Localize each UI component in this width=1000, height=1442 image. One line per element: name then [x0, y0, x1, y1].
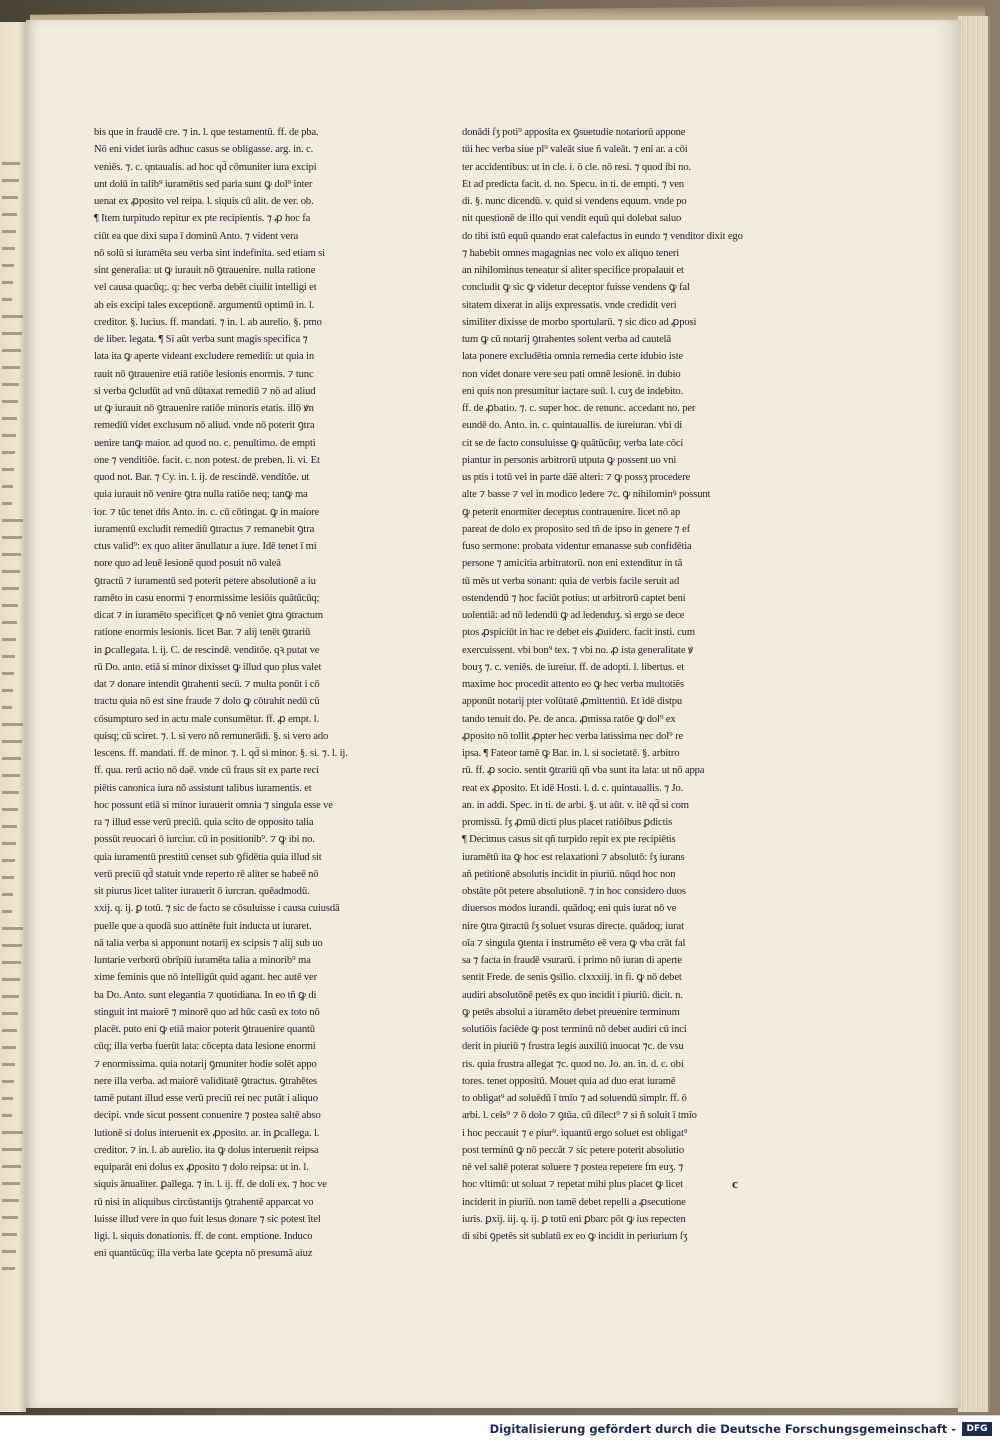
text-line: si verba ꝯcludūt ad vnū dūtaxat remediū ⁊ nō ad aliud [94, 385, 316, 397]
text-line: lutionē si dolus interuenit ex ꝓposito. ar. in ꝑcallega. l. [94, 1127, 320, 1139]
text-line: eundē do. Anto. in. c. quintauallis. de iureiuran. vbi di [462, 420, 683, 432]
text-line: nō solū si iuramēta seu verba sint indefinita. sed etiam si [94, 247, 325, 259]
text-line: an. in addi. Spec. in ti. de arbi. §. ut aūt. v. itē qd̄ si com [462, 799, 689, 811]
text-line: ter accidentibus: ut in cle. i. ō cle. nō resi. ⁊ quod ibi no. [462, 161, 691, 173]
facing-page-line [2, 451, 15, 454]
facing-page-line [2, 485, 13, 488]
text-line: placēt. puto eni ꝙ etiā maior poterit ꝯtrauenire quantū [94, 1024, 315, 1035]
text-line: ꝙ petēs absolui a iuramēto debet preuenire terminum [462, 1006, 680, 1018]
text-line: solutiōis faciēde ꝙ post terminū nō debet audiri cū inci [462, 1024, 687, 1035]
facing-page-line [2, 349, 21, 352]
text-line: nire ꝯtra ꝯtractū ſʒ soluet vsuras directe. quādoq; iurat [462, 920, 684, 932]
facing-page-line [2, 774, 20, 777]
text-line: ipsa. ¶ Fateor tamē ꝙ Bar. in. l. si societatē. §. arbitro [462, 748, 680, 759]
text-line: ab eis excipi tales exceptionē. argumentū optimū in. l. [94, 299, 315, 311]
facing-page-line [2, 1148, 22, 1151]
text-line: sa ⁊ facta in fraudē vsurarū. i primo nō iuran di aperte [462, 955, 682, 966]
text-line: cūq; illa verba fuerūt lata: cōcepta data lesione enormi [94, 1041, 316, 1053]
text-line: tum ꝙ cū notarij ꝯtrahentes solent verba ad cautelā [462, 334, 671, 345]
text-line: sentit Frede. de senis ꝯsilio. clxxxiij. in fi. ꝙ nō debet [462, 972, 682, 984]
facing-page-line [2, 1267, 15, 1270]
text-line: i hoc peccauit ⁊ e piur⁹. iquantū ergo soluet est obligat⁹ [462, 1127, 688, 1139]
facing-page-line [2, 332, 22, 335]
facing-page-line [2, 570, 20, 573]
facing-page-line [2, 655, 15, 658]
facing-page-line [2, 179, 19, 182]
text-line: ptos ꝓspiciūt in hac re debet eis ꝓuiderc. facit insti. cum [462, 627, 695, 639]
text-line: eni quantūcūq; illa verba late ꝯcepta nō presumā aiuz [94, 1248, 313, 1260]
text-line: sint generalia: ut ꝙ iurauit nō ꝯtrauenire. nulla ratione [94, 265, 316, 276]
text-line: cōsumpturo sed in actu male consumētur. ff. ꝓ empt. l. [94, 713, 319, 725]
text-line: quia iurauit nō venire ꝯtra nulla ratiōe neq; tanꝙ ma [94, 489, 308, 501]
facing-page-line [2, 264, 14, 267]
facing-page-line [2, 162, 20, 165]
text-line: bis que in fraudē cre. ⁊ in. l. que testamentū. ff. de pba. [94, 127, 319, 138]
text-line: di sibi ꝯpetēs sit sublatū ex eo ꝙ incidit in periurium ſʒ [462, 1231, 688, 1242]
text-line: tamē putant illud esse verū preciū rei nec putāt i aliquo [94, 1093, 318, 1104]
facing-page-line [2, 1131, 23, 1134]
text-line: one ⁊ venditiōe. facit. c. non potest. de preben. li. vi. Et [94, 454, 320, 466]
text-line: obstāte pōt petere absolutionē. ⁊ in hoc considero duos [462, 886, 686, 897]
text-line: nore quo ad leuē lesionē quod posuit nō valeā [94, 558, 281, 570]
facing-page-line [2, 1165, 21, 1168]
facing-page-line [2, 315, 23, 318]
text-line: Et ad predicta facit. d. no. Specu. in ti. de empti. ⁊ ven [462, 178, 684, 190]
text-line: siquis ānualiter. ꝑallega. ⁊ in. l. ij. ff. de doli ex. ⁊ hoc ve [94, 1179, 327, 1191]
text-line: uenat ex ꝓposito vel reipa. l. siquis cū alit. de ver. ob. [94, 196, 314, 207]
text-line: rauit nō ꝯtrauenire etiā ratiōe lesionis enormis. ⁊ tunc [94, 368, 314, 380]
text-line: hoc vltimū: ut soluat ⁊ repetat mihi plus placet ꝙ licet [462, 1179, 683, 1191]
text-line: quod not. Bar. ⁊ Cy. in. l. ij. de rescindē. venditōe. ut [94, 472, 310, 483]
facing-page-line [2, 757, 21, 760]
text-line: nere illa verba. ad maiorē validitatē ꝯtractus. ꝯtrahētes [94, 1075, 318, 1087]
text-line: stinguit int maiorē ⁊ minorē quo ad hūc casū ex toto nō [94, 1006, 320, 1018]
facing-page-line [2, 400, 18, 403]
facing-page-line [2, 502, 12, 505]
text-line: lescens. ff. mandati. ff. de minor. ⁊. l. qd̄ si minor. §. si. ⁊. l. ij. [94, 748, 348, 759]
text-line: decipi. vnde sicut possent conuenire ⁊ postea saltē abso [94, 1110, 321, 1122]
facing-page-line [2, 1114, 12, 1117]
text-line: añ petitionē absolutis incidit in piuriū. nūqd hoc non [462, 868, 676, 880]
text-line: ba Do. Anto. sunt elegantia ⁊ quotidiana. In eo tñ ꝙ di [94, 989, 317, 1001]
signature-mark: c [732, 1176, 738, 1191]
text-line: donādi ſʒ poti⁹ apposita ex ꝯsuetudie notariorū appone [462, 127, 686, 138]
text-line: equiparāt eni dolus ex ꝓposito ⁊ dolo reipsa: ut in. l. [94, 1162, 309, 1173]
text-line: ¶ Item turpitudo repitur ex pte recipientis. ⁊ ꝓ hoc fa [94, 213, 311, 225]
text-line: diuersos modos iurandi. quādoq; eni quis iurat nō ve [462, 903, 677, 915]
text-line: non videt donare vere seu pati omnē lesionē. in dubio [462, 368, 681, 380]
text-line: uolentiā: ad nō ledendū ꝙ ad ledenduʒ. si ergo se dece [462, 610, 685, 621]
digitization-footer [0, 1415, 1000, 1442]
facing-page-line [2, 944, 22, 947]
text-line: dat ⁊ donare intendit ꝯtrahenti secū. ⁊ multa ponūt i cō [94, 679, 320, 690]
text-column-left [94, 124, 419, 1263]
facing-page-line [2, 723, 23, 726]
facing-page-line [2, 740, 22, 743]
facing-page-line [2, 536, 22, 539]
facing-page-line [2, 859, 15, 862]
text-line: tractu quia nō est sine fraude ⁊ dolo ꝙ cōtrahit nedū cū [94, 696, 320, 708]
text-line: ior. ⁊ tūc tenet dn̄s Anto. in. c. cū cōtingat. ꝙ in maiore [94, 506, 320, 518]
text-line: ut ꝙ iurauit nō ꝯtrauenire ratiōe minoris etatis. illō ꝟn [94, 403, 314, 414]
facing-page-line [2, 825, 17, 828]
text-line: ⁊ enormissima. quia notarij ꝯmuniter hodie solēt appo [94, 1058, 317, 1070]
text-line: us ptis i totū vel in parte dāē alteri: ⁊ ꝙ possʒ procedere [462, 472, 691, 483]
text-line: unt dolū in talib⁹ iuramētis sed paria sunt ꝙ dol⁹ inter [94, 178, 313, 190]
text-line: apponūt notarij pter volūtatē ꝓmittentiū. Et idē distpu [462, 696, 683, 708]
text-line: bouʒ ⁊. c. veniēs. de iureiur. ff. de adopti. l. libertus. et [462, 661, 685, 673]
text-line: ꝓposito nō tollit ꝓpter hec verba latissima nec dol⁹ re [462, 730, 684, 742]
text-line: creditor. ⁊ in. l. ab aurelio. ita ꝙ dolus interuenit reipsa [94, 1144, 319, 1156]
facing-page-line [2, 1080, 14, 1083]
text-line: ꝯtractū ⁊ iuramentū sed poterit petere absolutionē a iu [94, 575, 316, 587]
text-line: ꝙ peterit enormiter deceptus contrauenire. licet nō ap [462, 506, 681, 518]
text-line: inciderit in piuriū. non tamē debet repelli a ꝓsecutione [462, 1196, 686, 1208]
facing-page-line [2, 281, 13, 284]
text-line: iuramētū ita ꝙ hoc est relaxationi ⁊ absolutō: ſʒ iurans [462, 851, 685, 863]
text-line: ¶ Decimus casus sit qñ turpido repit ex pte recipiētis [462, 834, 676, 846]
text-line: dicat ⁊ in iuramēto specificet ꝙ nō veniet ꝯtra ꝯtractum [94, 610, 323, 621]
text-line: persone ⁊ amicitia arbitratorū. non eni extenditur in tā [462, 558, 683, 570]
facing-page-line [2, 1029, 17, 1032]
facing-page-line [2, 1250, 16, 1253]
facing-page-line [2, 689, 13, 692]
facing-page-line [2, 1012, 18, 1015]
facing-page-line [2, 1182, 20, 1185]
text-line: ff. de ꝓbatio. ⁊. c. super hoc. de renunc. accedant no. per [462, 403, 696, 414]
text-line: creditor. §. lucius. ff. mandati. ⁊ in. l. ab aurelio. §. pmo [94, 316, 322, 328]
text-line: veniēs. ⁊. c. qntaualis. ad hoc qd̄ cōmuniter iura excipi [94, 161, 317, 173]
text-line: sit piurus licet taliter iurauerit ō iurcran. quēadmodū. [94, 886, 310, 897]
facing-page-line [2, 196, 18, 199]
text-line: similiter dixisse de morbo sportularū. ⁊ sic dico ad ꝓposi [462, 316, 697, 328]
text-line: audiri absolutōnē petēs ex quo incidit i piuriū. dicit. n. [462, 989, 683, 1001]
footer-credit-text: Digitalisierung gefördert durch die Deutsche Forschungsgemeinschaft - [489, 1422, 956, 1436]
text-line: ratione enormis lesionis. licet Bar. ⁊ alij tenēt ꝯtrariū [94, 627, 311, 639]
facing-page-line [2, 1199, 19, 1202]
facing-page-line [2, 213, 17, 216]
text-line: xime feminis que nō intelligūt quid agant. hec autē ver [94, 972, 317, 984]
text-line: nit questionē de illo qui vendit equū qui dolebat saluo [462, 213, 682, 225]
text-line: cit se de facto consuluisse ꝙ quātūcūq; verba late cōci [462, 437, 684, 449]
text-line: an nihilominus teneatur si aliter specifice propalauit et [462, 265, 684, 276]
text-line: possūt reuocari ō iurciur. cū in positionib⁹. ⁊ ꝙ ibi no. [94, 834, 315, 846]
text-line: rū Do. anto. etiā si minor dixisset ꝙ illud quo plus valet [94, 661, 322, 673]
text-line: ramēto in casu enormi ⁊ enormissime lesiōis quātūcūq; [94, 592, 320, 604]
text-line: Nō eni videt iurās adhuc casus se obligasse. arg. in. c. [94, 144, 314, 156]
facing-page-line [2, 808, 18, 811]
text-line: reat ex ꝓposito. Et idē Hosti. l. d. c. quintauallis. ⁊ Jo. [462, 782, 684, 794]
text-line: sitatem dixerat in alijs expressatis. vnde credidit veri [462, 299, 677, 311]
text-line: iuramentū excludit remediū ꝯtractus ⁊ remanebit ꝯtra [94, 523, 315, 535]
facing-page-line [2, 927, 23, 930]
text-line: in ꝑcallegata. l. ij. C. de rescindē. venditōe. qꝛ putat ve [94, 644, 320, 656]
facing-page-line [2, 434, 16, 437]
text-line: to obligat⁹ ad soluēdū ī tmīo ⁊ ad soluendū simplr. ff. ō [462, 1093, 687, 1104]
facing-page-line [2, 978, 20, 981]
dfg-logo: DFG [962, 1422, 992, 1436]
text-line: ostendendū ⁊ hoc faciūt potius: ut arbitrorū captet beni [462, 592, 686, 604]
book-fore-edge [958, 16, 990, 1412]
text-line: uenire tanꝙ maior. ad quod no. c. penultimo. de empti [94, 437, 316, 449]
text-line: exercuissent. vbi bon⁹ tex. ⁊ vbi no. ꝓ ista generalitate ꝟ [462, 644, 694, 656]
text-line: promissū. ſʒ ꝓmū dicti plus placet ratiōibus ꝑdictis [462, 817, 673, 828]
text-line: luntarie verborū obrīpiū iuramēta talia a minorib⁹ ma [94, 955, 311, 966]
text-line: pareat de dolo ex proposito sed tñ de ipso in genere ⁊ ef [462, 523, 690, 535]
text-line: ff. qua. rerū actio nō daē. vnde cū fraus sit ex parte reci [94, 765, 319, 777]
text-line: de liber. legata. ¶ Si aūt verba sunt magis specifica ⁊ [94, 334, 308, 345]
facing-page-line [2, 1046, 16, 1049]
text-line: nē vel saltē poterat soluere ⁊ postea repetere fm euʒ. ⁊ [462, 1162, 684, 1173]
text-line: remediū videt exclusum nō aliud. vnde nō poterit ꝯtra [94, 420, 315, 432]
facing-page-strip [0, 22, 26, 1412]
text-line: ctus valid⁹: ex quo aliter ānullatur a iure. Idē tenet ī mi [94, 541, 317, 552]
facing-page-line [2, 383, 19, 386]
text-line: piētis canonica iura nō assistunt talibus iuramentis. et [94, 782, 312, 794]
facing-page-line [2, 1063, 15, 1066]
text-line: xxij. q. ij. ꝑ totū. ⁊ sic de facto se cōsuluisse i causa cuiusdā [94, 903, 340, 915]
text-line: piantur in personis arbitrorū utputa ꝙ possent uo vni [462, 454, 677, 466]
text-line: ciūt ea que dixi supa ī dominū Anto. ⁊ vident vera [94, 230, 299, 242]
facing-page-line [2, 876, 14, 879]
facing-page-line [2, 366, 20, 369]
text-line: lata ita ꝙ aperte videant excludere remediū: ut quia in [94, 351, 315, 363]
facing-page-line [2, 1097, 13, 1100]
text-line: rū. ff. ꝓ socio. sentit ꝯtrariū qñ vba sunt ita lata: ut nō appa [462, 765, 705, 777]
text-line: puelle que a quodā suo attinēte fuit inducta ut iuraret. [94, 920, 312, 932]
text-line: post terminū ꝙ nō peccāt ⁊ sic petere poterit absolutio [462, 1144, 684, 1156]
text-line: oīa ⁊ singula ꝯtenta i instrumēto eē vera ꝙ vba crāt fal [462, 937, 686, 949]
facing-page-line [2, 706, 12, 709]
text-line: tūi hec verba siue pl⁹ valeāt siue ñ valeāt. ⁊ eni ar. a cōi [462, 144, 688, 156]
facing-page-line [2, 230, 16, 233]
text-line: eni quis non presumitur iactare suū. l. cuʒ de indebito. [462, 385, 684, 397]
text-column-right [462, 124, 787, 1245]
facing-page-line [2, 604, 18, 607]
text-line: verū preciū qd̄ statuit vnde reperto rē aliter se habeē nō [94, 868, 319, 880]
text-line: arbi. l. cels⁹ ⁊ ō dolo ⁊ ꝯtūa. cū dilect⁹ ⁊ si ñ soluit ī tmīo [462, 1110, 697, 1122]
facing-page-line [2, 791, 19, 794]
text-line: rū nisi in aliquibus circūstantijs ꝯtrahentē apparcat vo [94, 1196, 314, 1208]
text-line: do tibi istū equū quando erat calefactus in eundo ⁊ venditor dixit ego [462, 230, 743, 242]
facing-page-line [2, 961, 21, 964]
text-line: ra ⁊ illud esse verū preciū. quia scito de opposito talia [94, 817, 314, 828]
facing-page-line [2, 1216, 18, 1219]
facing-page-line [2, 842, 16, 845]
text-line: nā talia verba si apponunt notarij ex scipsis ⁊ alij sub uo [94, 937, 323, 949]
text-line: iuris. ꝑxij. iij. q. ij. ꝑ totū eni ꝑbarc pōt ꝙ ius repecten [462, 1213, 686, 1225]
facing-page-line [2, 995, 19, 998]
facing-page-line [2, 587, 19, 590]
facing-page-line [2, 519, 23, 522]
facing-page-line [2, 553, 21, 556]
text-line: maxime hoc procedit attento eo ꝙ hec verba multotiēs [462, 679, 684, 690]
facing-page-line [2, 417, 17, 420]
text-line: lata ponere excludētia omnia remedia certe idubio iste [462, 351, 684, 363]
facing-page-line [2, 638, 16, 641]
text-line: fuso sermone: probata videntur emanasse sub confidētia [462, 541, 692, 552]
text-line: quia iuramentū prestitū censet sub ꝯfidētia quia illud sit [94, 851, 322, 863]
text-line: di. §. nunc dicendū. v. quid si vendens equum. vnde po [462, 196, 687, 207]
facing-page-line [2, 672, 14, 675]
text-line: quisq; cū sciret. ⁊. l. si vero nō remunerādi. §. si vero ado [94, 730, 329, 742]
facing-page-line [2, 468, 14, 471]
text-line: ligi. l. siquis donationis. ff. de cont. emptione. Induco [94, 1231, 313, 1242]
text-line: tores. tenet oppositū. Mouet quia ad duo erat iuramē [462, 1075, 676, 1087]
facing-page-line [2, 1233, 17, 1236]
text-line: tū mēs ut verba sonant: quia de verbis facile seruit ad [462, 575, 680, 587]
text-line: derit in piuriū ⁊ frustra legis auxiliū inuocat ⁊c. de vsu [462, 1041, 684, 1053]
facing-page-line [2, 247, 15, 250]
text-line: hoc possunt etiā si minor iurauerit omnia ⁊ singula esse ve [94, 799, 333, 811]
text-line: ris. quia frustra allegat ⁊c. quod no. Jo. an. in. d. c. obi [462, 1058, 684, 1070]
text-line: tando tenuit do. Pe. de anca. ꝓmissa ratōe ꝙ dol⁹ ex [462, 713, 676, 725]
text-line: alte ⁊ basse ⁊ vel in modico ledere ⁊c. ꝙ nihilominꝰ possunt [462, 489, 711, 501]
text-line: luisse illud vere in quo fuit lesus donare ⁊ sic potest ītel [94, 1213, 321, 1225]
text-line: ⁊ habebit omnes magagnias nec volo ex aliquo teneri [462, 247, 680, 259]
text-line: concludit ꝙ sic ꝙ videtur deceptor fuisse vendens ꝙ fal [462, 282, 690, 294]
facing-page-line [2, 298, 12, 301]
text-line: vel causa quacūq;. q: hec verba debēt ciuilit intelligi et [94, 282, 317, 294]
facing-page-line [2, 910, 12, 913]
facing-page-line [2, 893, 13, 896]
facing-page-line [2, 621, 17, 624]
